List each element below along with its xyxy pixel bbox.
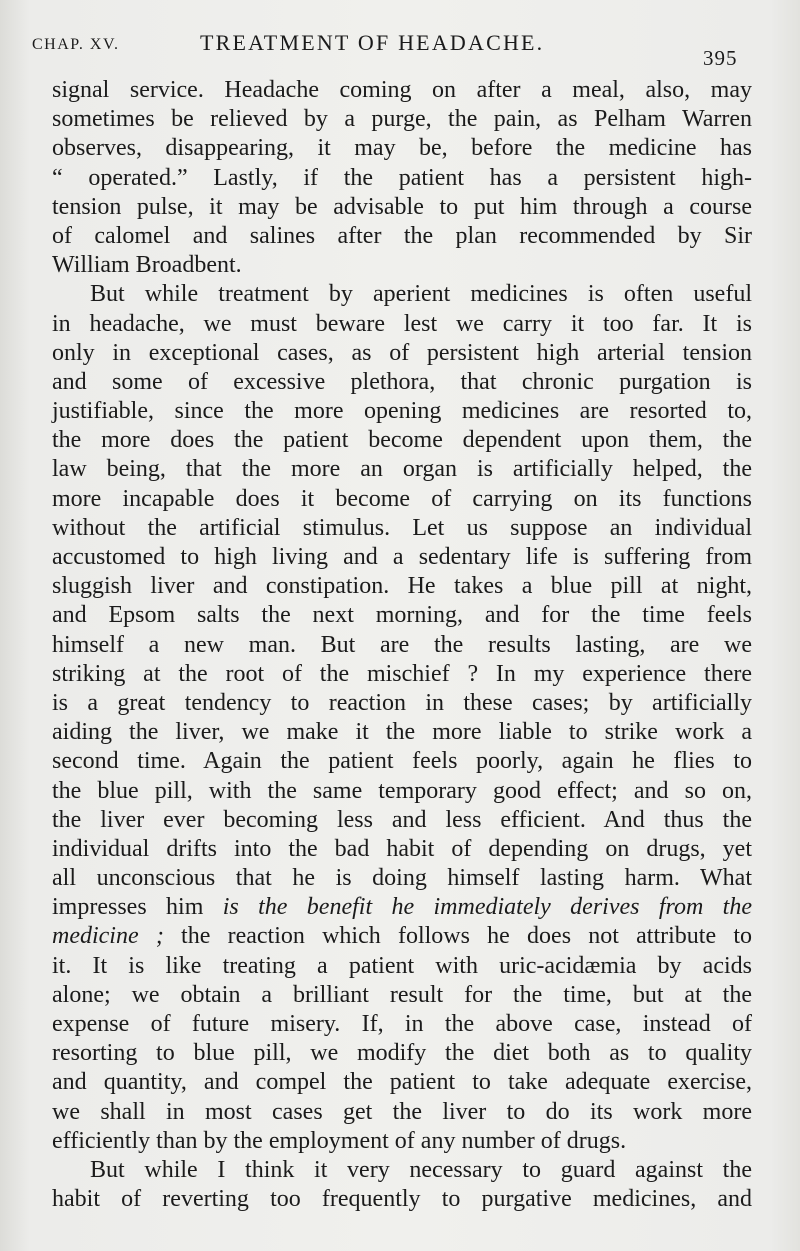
text-segment: the reaction which follows he does not attribute to xyxy=(163,923,752,950)
text-line: without the artificial stimulus. Let us suppose an individual xyxy=(52,514,752,541)
text-line: resorting to blue pill, we modify the diet both as to quality xyxy=(52,1040,752,1067)
text-line: sometimes be relieved by a purge, the pain, as Pelham Warren xyxy=(52,106,752,133)
text-line: and quantity, and compel the patient to take adequate exercise, xyxy=(52,1069,752,1096)
text-line: law being, that the more an organ is artificially helped, the xyxy=(52,456,752,483)
running-title: TREATMENT OF HEADACHE. xyxy=(200,30,545,55)
text-line: But while treatment by aperient medicines is often useful xyxy=(90,281,752,308)
italic-text-segment: medicine ; xyxy=(52,923,164,950)
text-line: himself a new man. But are the results lasting, are we xyxy=(52,631,752,658)
text-line: expense of future misery. If, in the above case, instead of xyxy=(52,1011,752,1037)
text-line: all unconscious that he is doing himself lasting harm. What xyxy=(52,865,752,892)
text-line: the blue pill, with the same temporary good effect; and so on, xyxy=(52,777,752,804)
text-line: in headache, we must beware lest we carry it too far. It is xyxy=(52,310,752,337)
text-line: efficiently than by the employment of any number of drugs. xyxy=(52,1127,627,1154)
text-line: sluggish liver and constipation. He takes a blue pill at night, xyxy=(52,573,752,600)
running-header xyxy=(0,30,800,70)
text-line: and Epsom salts the next morning, and for the time feels xyxy=(52,602,752,629)
body-text xyxy=(52,76,752,1214)
text-line: justifiable, since the more opening medicines are resorted to, xyxy=(52,398,752,425)
text-line: individual drifts into the bad habit of depending on drugs, yet xyxy=(52,835,752,862)
text-line: habit of reverting too frequently to purgative medicines, and xyxy=(52,1186,752,1213)
text-line: and some of excessive plethora, that chronic purgation is xyxy=(52,368,752,395)
text-line: it. It is like treating a patient with uric-acidæmia by acids xyxy=(52,952,752,979)
text-line: William Broadbent. xyxy=(52,252,242,279)
text-line: accustomed to high living and a sedentary life is suffering from xyxy=(52,544,752,570)
text-line: we shall in most cases get the liver to do its work more xyxy=(52,1098,752,1125)
italic-text-segment: is the benefit he immediately derives from the xyxy=(222,894,752,921)
text-line: the more does the patient become dependent upon them, the xyxy=(52,427,752,454)
text-line: is a great tendency to reaction in these cases; by artificially xyxy=(52,689,752,716)
text-line: tension pulse, it may be advisable to put him through a course xyxy=(52,193,752,220)
text-line: more incapable does it become of carrying on its functions xyxy=(52,485,752,512)
text-line: striking at the root of the mischief ? In my experience there xyxy=(52,660,752,687)
text-line: alone; we obtain a brilliant result for the time, but at the xyxy=(52,981,752,1008)
text-line: aiding the liver, we make it the more liable to strike work a xyxy=(52,719,752,746)
page-number: 395 xyxy=(703,46,738,70)
text-line xyxy=(52,893,752,922)
text-line xyxy=(52,922,752,951)
text-line: of calomel and salines after the plan recommended by Sir xyxy=(52,222,752,249)
text-line: only in exceptional cases, as of persistent high arterial tension xyxy=(52,339,752,366)
text-segment: impresses him xyxy=(52,894,223,921)
text-line: But while I think it very necessary to guard against the xyxy=(90,1156,752,1183)
text-line: “ operated.” Lastly, if the patient has a persistent high- xyxy=(52,164,752,191)
text-line: signal service. Headache coming on after a meal, also, may xyxy=(52,77,752,103)
text-line: observes, disappearing, it may be, before the medicine has xyxy=(52,135,752,162)
text-line: the liver ever becoming less and less efficient. And thus the xyxy=(52,806,752,833)
text-line: second time. Again the patient feels poorly, again he flies to xyxy=(52,748,752,775)
chapter-label: CHAP. XV. xyxy=(32,36,120,53)
